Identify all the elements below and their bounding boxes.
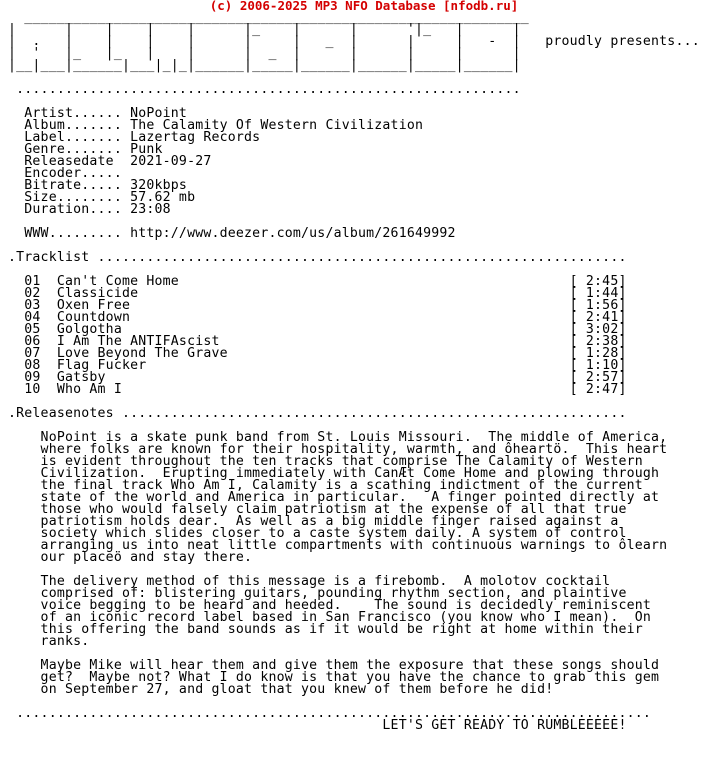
- track-row: 06 I Am The ANTIFAscist [ 2:38]: [8, 334, 627, 349]
- nfo-document: [8, 0, 720, 732]
- ascii-logo-line: | . | | | | | | _ | | | - | proudly presents...: [8, 34, 700, 49]
- track-row: 10 Who Am I [ 2:47]: [8, 382, 627, 397]
- release-note-line: those who would falsely claim patriotism at the expense of all that true: [8, 502, 627, 517]
- release-note-line: society which slides closer to a caste system daily. A system of control: [8, 526, 627, 541]
- ascii-logo-line: | ' |_ |_ | | | _ | | | | |: [8, 46, 521, 61]
- info-row-8: Duration.... 23:08: [8, 202, 171, 217]
- dotted-divider: ..............................................................: [8, 82, 521, 97]
- release-note-line: NoPoint is a skate punk band from St. Louis Missouri. The middle of America,: [8, 430, 668, 445]
- track-row: 03 Oxen Free [ 1:56]: [8, 298, 627, 313]
- release-note-line: voice begging to be heard and heeded. The sound is decidedly reminiscent: [8, 598, 652, 613]
- info-row-6: Bitrate..... 320kbps: [8, 178, 188, 193]
- info-row-2: Label....... Lazertag Records: [8, 130, 261, 145]
- release-note-line: patriotism holds dear. As well as a big middle finger raised against a: [8, 514, 619, 529]
- info-row-4: Releasedate 2021-09-27: [8, 154, 212, 169]
- ascii-logo-line: |__|___|______|___|_|_|______|_____|______|______|_____|______|: [8, 58, 521, 73]
- ascii-logo-line: | | | | | |_ | | '|_ | |: [8, 22, 521, 37]
- releasenotes-heading: .Releasenotes ..............................................................: [8, 406, 627, 421]
- nfo-body: [8, 12, 720, 732]
- release-note-line: this offering the band sounds as if it would be right at home within their: [8, 622, 643, 637]
- track-row: 01 Can't Come Home [ 2:45]: [8, 274, 627, 289]
- release-note-line: The delivery method of this message is a firebomb. A molotov cocktail: [8, 574, 611, 589]
- release-note-line: the final track Who Am I, Calamity is a scathing indictment of the current: [8, 478, 643, 493]
- release-note-line: comprised of: blistering guitars, pounding rhythm section, and plaintive: [8, 586, 627, 601]
- footer-divider: ..............................................................................: [8, 706, 652, 721]
- release-note-line: arranging us into neat little compartments with continuous warnings to ôlearn: [8, 538, 668, 553]
- tracklist-heading: .Tracklist .................................................................: [8, 250, 627, 265]
- release-note-line: Civilization. Erupting immediately with CanÆt Come Home and plowing through: [8, 466, 660, 481]
- copyright-header: (c) 2006-2025 MP3 NFO Database [nfodb.ru]: [209, 0, 519, 13]
- release-note-line: where folks are known for their hospitality, warmth, and ôheartö. This heart: [8, 442, 668, 457]
- track-row: 04 Countdown [ 2:41]: [8, 310, 627, 325]
- release-note-line: state of the world and America in particular. A finger pointed directly at: [8, 490, 660, 505]
- track-row: 05 Golgotha [ 3:02]: [8, 322, 627, 337]
- ascii-logo-line: ______________________________________________________________: [8, 10, 529, 25]
- info-row-1: Album....... The Calamity Of Western Civilization: [8, 118, 424, 133]
- track-row: 07 Love Beyond The Grave [ 1:28]: [8, 346, 627, 361]
- release-note-line: Maybe Mike will hear them and give them the exposure that these songs should: [8, 658, 660, 673]
- release-note-line: ranks.: [8, 634, 90, 649]
- release-note-line: get? Maybe not? What I do know is that you have the chance to grab this gem: [8, 670, 660, 685]
- info-row-5: Encoder.....: [8, 166, 122, 181]
- info-row-3: Genre....... Punk: [8, 142, 163, 157]
- release-note-line: our placeö and stay there.: [8, 550, 253, 565]
- info-row-0: Artist...... NoPoint: [8, 106, 188, 121]
- release-note-line: on September 27, and gloat that you knew of them before he did!: [8, 682, 554, 697]
- www-link: WWW......... http://www.deezer.com/us/album/261649992: [8, 226, 456, 241]
- footer-tagline: LET'S GET READY TO RUMBLEEEEE!: [8, 718, 627, 733]
- release-note-line: is evident throughout the ten tracks that comprise The Calamity of Western: [8, 454, 643, 469]
- track-row: 08 Flag Fucker [ 1:10]: [8, 358, 627, 373]
- track-row: 09 Gatsby [ 2:57]: [8, 370, 627, 385]
- track-row: 02 Classicide [ 1:44]: [8, 286, 627, 301]
- release-note-line: of an iconic record label based in San Francisco (you know who I mean). On: [8, 610, 652, 625]
- info-row-7: Size........ 57.62 mb: [8, 190, 196, 205]
